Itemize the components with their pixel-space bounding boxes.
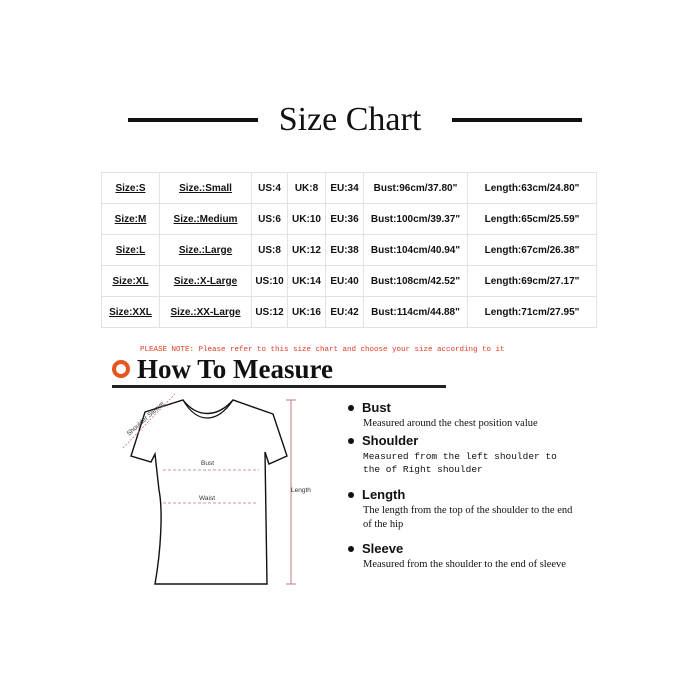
cell-text: Size.:XX-Large xyxy=(170,306,241,318)
bust-label: Bust xyxy=(201,460,215,467)
cell-text: US:8 xyxy=(258,244,281,256)
length-label: Length xyxy=(291,487,311,494)
measure-desc: Measured from the left shoulder to the of Right shoulder xyxy=(363,451,557,475)
cell-text: Length:69cm/27.17" xyxy=(484,275,580,287)
cell-text: US:10 xyxy=(255,275,284,287)
measure-desc: Measured around the chest position value xyxy=(363,418,538,429)
table-row xyxy=(102,297,597,328)
measure-item-bust xyxy=(348,400,578,431)
table-cell xyxy=(364,297,468,328)
table-cell xyxy=(102,204,160,235)
measure-desc: Measured from the shoulder to the end of sleeve xyxy=(363,559,566,570)
cell-text: UK:10 xyxy=(292,213,321,225)
tshirt-outline-icon xyxy=(131,400,287,584)
table-cell xyxy=(252,204,288,235)
cell-text: Size:M xyxy=(114,213,147,225)
table-cell xyxy=(364,173,468,204)
table-cell xyxy=(468,266,597,297)
page-title: Size Chart xyxy=(278,101,422,138)
table-cell xyxy=(364,235,468,266)
title-rule-right xyxy=(452,118,582,122)
cell-text: UK:8 xyxy=(294,182,319,194)
cell-text: Length:71cm/27.95" xyxy=(484,306,580,318)
cell-text: Size:XL xyxy=(112,275,149,287)
heading-underline xyxy=(112,385,446,388)
table-cell xyxy=(252,266,288,297)
table-cell xyxy=(326,297,364,328)
table-cell xyxy=(468,235,597,266)
table-cell xyxy=(102,235,160,266)
bullet-icon xyxy=(348,438,354,444)
table-cell xyxy=(468,173,597,204)
cell-text: Size.:X-Large xyxy=(173,275,238,287)
measure-item-sleeve xyxy=(348,541,578,572)
table-cell xyxy=(252,297,288,328)
measure-name: Sleeve xyxy=(362,541,404,556)
tshirt-diagram xyxy=(105,390,335,590)
cell-text: Bust:104cm/40.94" xyxy=(370,244,461,256)
cell-text: Size:L xyxy=(115,244,146,256)
cell-text: Length:67cm/26.38" xyxy=(484,244,580,256)
table-row xyxy=(102,266,597,297)
shoulder-sleeve-label: Shoulder Sleeve xyxy=(125,400,166,438)
measure-name: Bust xyxy=(362,400,391,415)
table-cell xyxy=(160,266,252,297)
cell-text: Bust:96cm/37.80" xyxy=(373,182,458,194)
cell-text: UK:12 xyxy=(292,244,321,256)
measure-name: Shoulder xyxy=(362,433,419,448)
how-to-measure-title: How To Measure xyxy=(137,354,334,384)
cell-text: Size.:Medium xyxy=(173,213,238,225)
cell-text: UK:16 xyxy=(292,306,321,318)
cell-text: EU:40 xyxy=(330,275,359,287)
table-cell xyxy=(364,204,468,235)
table-cell xyxy=(364,266,468,297)
table-cell xyxy=(288,173,326,204)
measure-item-shoulder xyxy=(348,433,578,476)
cell-text: UK:14 xyxy=(292,275,321,287)
cell-text: Bust:100cm/39.37" xyxy=(370,213,461,225)
table-cell xyxy=(326,173,364,204)
cell-text: Bust:108cm/42.52" xyxy=(370,275,461,287)
table-cell xyxy=(252,235,288,266)
table-cell xyxy=(102,297,160,328)
table-cell xyxy=(468,204,597,235)
cell-text: Size:S xyxy=(115,182,146,194)
cell-text: Size.:Small xyxy=(179,182,232,194)
table-cell xyxy=(288,297,326,328)
title-row xyxy=(0,98,700,142)
cell-text: US:6 xyxy=(258,213,281,225)
table-row xyxy=(102,204,597,235)
size-note: PLEASE NOTE: Please refer to this size chart and choose your size according to it xyxy=(140,346,505,354)
cell-text: Bust:114cm/44.88" xyxy=(371,306,460,318)
cell-text: EU:42 xyxy=(330,306,359,318)
cell-text: Length:63cm/24.80" xyxy=(484,182,580,194)
table-cell xyxy=(288,204,326,235)
circle-bullet-icon xyxy=(112,360,130,378)
table-cell xyxy=(288,266,326,297)
table-cell xyxy=(160,204,252,235)
table-cell xyxy=(326,204,364,235)
table-cell xyxy=(160,173,252,204)
shoulder-sleeve-line xyxy=(123,394,175,448)
cell-text: Size.:Large xyxy=(178,244,233,256)
neckline xyxy=(183,400,233,418)
cell-text: Size:XXL xyxy=(109,306,152,318)
cell-text: EU:34 xyxy=(330,182,359,194)
cell-text: EU:38 xyxy=(330,244,359,256)
table-cell xyxy=(288,235,326,266)
measure-item-length xyxy=(348,487,578,532)
table-cell xyxy=(160,235,252,266)
cell-text: US:4 xyxy=(258,182,281,194)
bullet-icon xyxy=(348,405,354,411)
measure-name: Length xyxy=(362,487,406,502)
cell-text: EU:36 xyxy=(330,213,359,225)
table-cell xyxy=(252,173,288,204)
bullet-icon xyxy=(348,492,354,498)
table-cell xyxy=(102,266,160,297)
table-cell xyxy=(102,173,160,204)
measure-desc: The length from the top of the shoulder to the end of the hip xyxy=(363,505,573,530)
cell-text: Length:65cm/25.59" xyxy=(484,213,580,225)
size-table xyxy=(101,172,597,328)
waist-label: Waist xyxy=(199,495,216,502)
table-cell xyxy=(326,266,364,297)
table-cell xyxy=(468,297,597,328)
table-row xyxy=(102,235,597,266)
table-cell xyxy=(326,235,364,266)
cell-text: US:12 xyxy=(255,306,284,318)
table-cell xyxy=(160,297,252,328)
table-row xyxy=(102,173,597,204)
bullet-icon xyxy=(348,546,354,552)
